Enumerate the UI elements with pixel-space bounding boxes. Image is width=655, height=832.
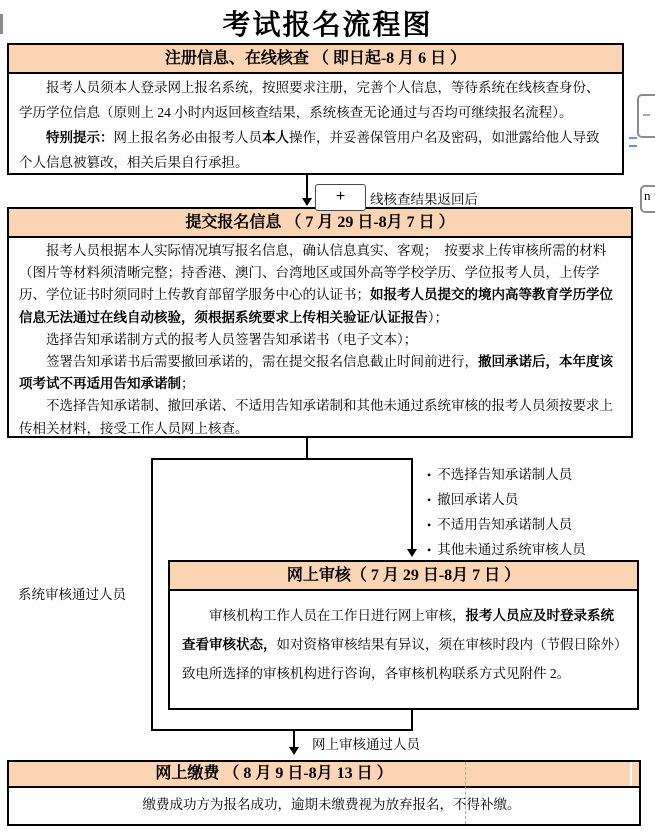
comment-balloon-dash-icon <box>643 114 650 116</box>
review-pass-label: 网上审核通过人员 <box>312 737 420 752</box>
bypass-left-line <box>151 458 153 731</box>
step-submit-body: 报考人员根据本人实际情况填写报名信息，确认信息真实、客观； 按要求上传审核所需的材料（图片等材料须清晰完整；持香港、澳门、台湾地区或国外高等学校学历、学位报考人员，上传学历、学位证书时须同时上传教育部留学服务中心的认证书；如报考人员提交的境内高等教育学历学位信息无法通过在线自动核验，须根据系统要求上传相关验证/认证报告）； 选择告知承诺制方式的报考人员签署告知承诺书（电子文本）； 签署告知承诺书后需要撤回承诺的，需在提交报名信息截止时间前进行，撤回承诺后，本年度该项考试不再适用告知承诺制； 不选择告知承诺制、撤回承诺、不适用告知承诺制和其他未通过系统审核的报考人员须按要求上传相关材料，接受工作人员网上核查。 <box>19 243 613 436</box>
connector-register-label: 线核查结果返回后 <box>370 192 478 207</box>
bullet-icon: • <box>427 543 432 557</box>
branch-condition-item: • 不适用告知承诺制人员 <box>427 517 573 532</box>
step-submit-box <box>7 207 633 438</box>
comment-balloon-top[interactable] <box>637 94 655 138</box>
connector-to-payment-line <box>293 729 295 748</box>
step-payment-box <box>7 760 641 826</box>
branch-stem-line <box>306 438 308 460</box>
step-review-box <box>168 560 639 710</box>
step-register-body: 报考人员须本人登录网上报名系统，按照要求注册，完善个人信息，等待系统在线核查身份、学历学位信息（原则上 24 小时内返回核查结果，系统核查无论通过与否均可继续报名流程）。 特别提示：网上报名务必由报考人员本人操作，并妥善保管用户名及密码，如泄露给他人导致个人信息被篡改，相关后果自行承担。 <box>19 80 600 170</box>
connector-register-to-submit-arrowhead <box>302 198 312 206</box>
page-title: 考试报名流程图 <box>222 9 433 40</box>
branch-right-arrowhead <box>407 549 417 557</box>
bullet-icon: • <box>427 518 432 532</box>
merge-horizontal-line <box>151 729 413 731</box>
proofing-mark-icon <box>629 137 637 147</box>
comment-balloon-bottom[interactable] <box>640 185 655 213</box>
step-review-body: 审核机构工作人员在工作日进行网上审核，报考人员应及时登录系统查看审核状态，如对资格审核结果有异议，须在审核时段内（节假日除外）致电所选择的审核机构进行咨询，各审核机构联系方式见附件 2。 <box>182 608 621 681</box>
bullet-icon: • <box>427 493 432 507</box>
step-review-header: 网上审核（ 7 月 29 日-8月 7 日 ） <box>170 562 637 591</box>
step-register-box <box>7 43 624 175</box>
step-submit-header: 提交报名信息 （ 7 月 29 日-8月 7 日 ） <box>9 209 631 238</box>
comment-balloon-text: n <box>644 188 651 203</box>
branch-condition-item: • 不选择告知承诺制人员 <box>427 467 573 482</box>
branch-horizontal-line <box>151 458 413 460</box>
step-register-header: 注册信息、在线核查 （ 即日起-8 月 6 日 ） <box>9 45 622 74</box>
review-bottom-line <box>411 710 413 731</box>
expand-plus-button[interactable]: + <box>315 184 366 211</box>
system-pass-label: 系统审核通过人员 <box>18 587 126 602</box>
branch-condition-item: • 其他未通过系统审核人员 <box>427 542 586 557</box>
branch-conditions-list <box>427 462 586 562</box>
page-margin-dashed-line <box>465 762 466 824</box>
step-payment-body: 缴费成功方为报名成功，逾期未缴费视为放弃报名，不得补缴。 <box>142 797 521 812</box>
connector-to-payment-arrowhead <box>289 747 299 755</box>
connector-register-to-submit-line <box>306 175 308 199</box>
bullet-icon: • <box>427 468 432 482</box>
branch-right-line <box>411 458 413 550</box>
branch-condition-item: • 撤回承诺人员 <box>427 492 519 507</box>
step-payment-header: 网上缴费 （ 8 月 9 日-8月 13 日 ） <box>9 762 639 788</box>
left-edge-artifact <box>0 14 3 34</box>
payment-header-divider <box>630 762 632 786</box>
